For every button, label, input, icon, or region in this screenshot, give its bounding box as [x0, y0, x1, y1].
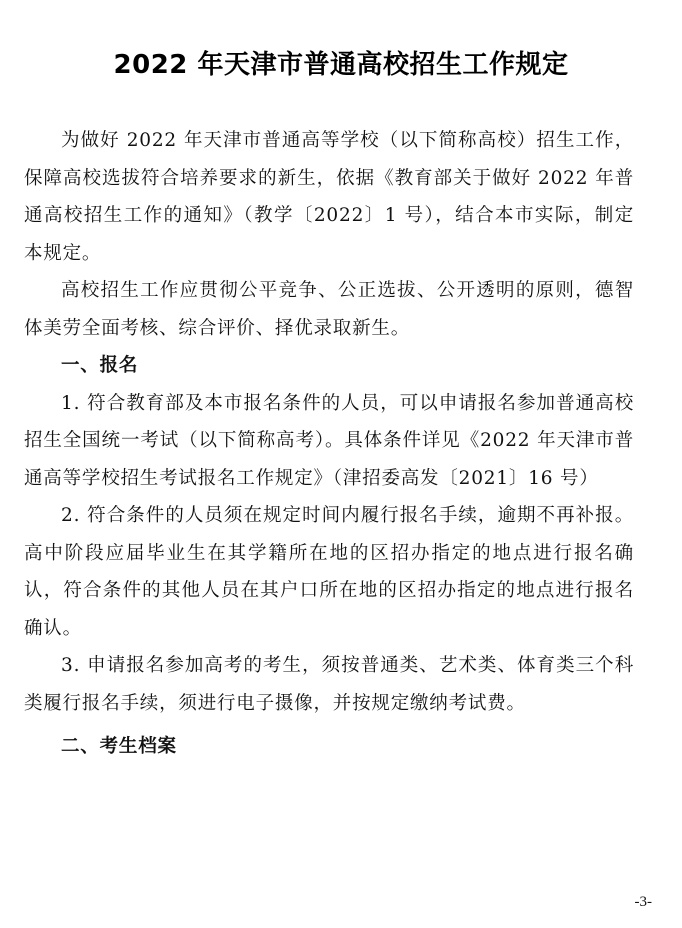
- section-heading-candidate-files: 二、考生档案: [61, 736, 177, 757]
- registration-item-3: 3. 申请报名参加高考的考生，须按普通类、艺术类、体育类三个科类履行报名手续，须进行电子摄像，并按规定缴纳考试费。: [24, 655, 634, 714]
- document-title: 2022 年天津市普通高校招生工作规定: [113, 50, 569, 80]
- section-heading-registration: 一、报名: [61, 355, 139, 376]
- intro-paragraph: 为做好 2022 年天津市普通高等学校（以下简称高校）招生工作，保障高校选拔符合培养要求的新生，依据《教育部关于做好 2022 年普通高校招生工作的通知》（教学〔2022〕1 号），结合本市实际，制定本规定。: [24, 130, 634, 264]
- page-number: -3-: [634, 894, 652, 910]
- registration-item-1: 1. 符合教育部及本市报名条件的人员，可以申请报名参加普通高校招生全国统一考试（以下简称高考）。具体条件详见《2022 年天津市普通高等学校招生考试报名工作规定》（津招委高发〔2021〕16 号）: [24, 392, 634, 489]
- registration-item-2: 2. 符合条件的人员须在规定时间内履行报名手续，逾期不再补报。高中阶段应届毕业生在其学籍所在地的区招办指定的地点进行报名确认，符合条件的其他人员在其户口所在地的区招办指定的地点进行报名确认。: [24, 505, 634, 639]
- document-body: [24, 122, 634, 766]
- principle-paragraph: 高校招生工作应贯彻公平竞争、公正选拔、公开透明的原则，德智体美劳全面考核、综合评价、择优录取新生。: [24, 280, 634, 339]
